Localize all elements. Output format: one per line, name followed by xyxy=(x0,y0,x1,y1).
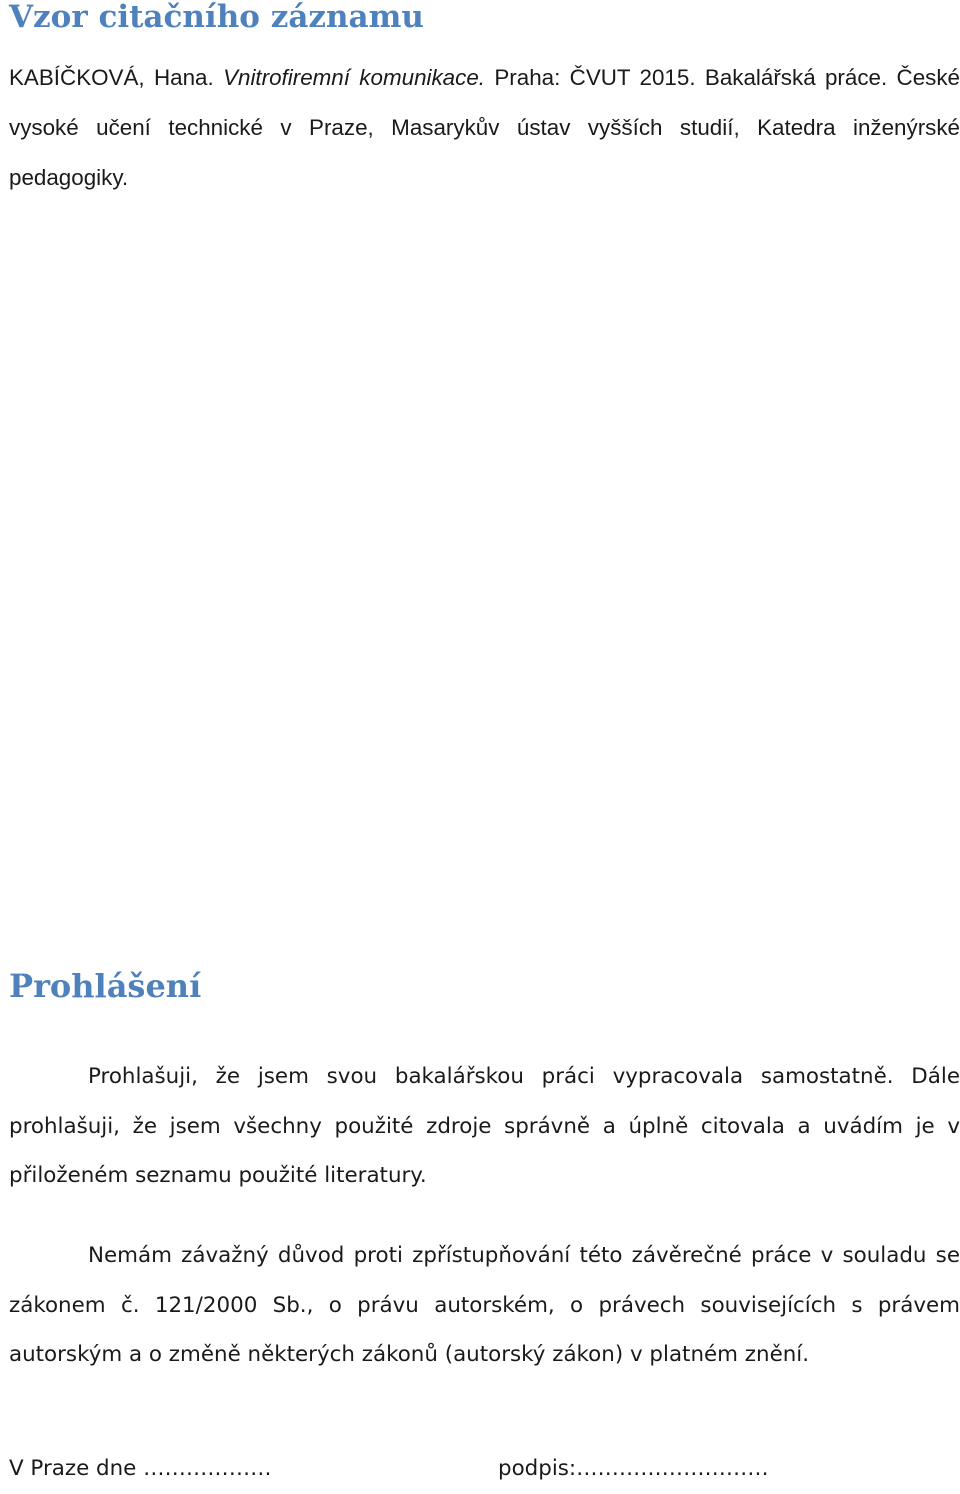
citation-heading: Vzor citačního záznamu xyxy=(9,0,424,35)
declaration-paragraph-1: Prohlašuji, že jsem svou bakalářskou práci vypracovala samostatně. Dále prohlašuji, že jsem všechny použité zdroje správně a úplně citovala a uvádím je v přiloženém seznamu použité literatury. xyxy=(9,1064,960,1188)
signature-line: podpis:……………………… xyxy=(498,1456,769,1481)
declaration-heading: Prohlášení xyxy=(9,967,202,1005)
citation-title: Vnitrofiremní komunikace. xyxy=(223,65,486,90)
place-date-line: V Praze dne ……………… xyxy=(9,1456,272,1481)
citation-text xyxy=(9,53,960,203)
declaration-paragraph-2: Nemám závažný důvod proti zpřístupňování této závěrečné práce v souladu se zákonem č. 121/2000 Sb., o právu autorském, o právech souvisejících s právem autorským a o změně některých zákonů (autorský zákon) v platném znění. xyxy=(9,1243,960,1367)
citation-details: Praha: ČVUT 2015. Bakalářská práce. České vysoké učení technické v Praze, Masarykův ústav vyšších studií, Katedra inženýrské pedagogiky. xyxy=(9,65,960,190)
citation-author: KABÍČKOVÁ, Hana. xyxy=(9,65,214,90)
